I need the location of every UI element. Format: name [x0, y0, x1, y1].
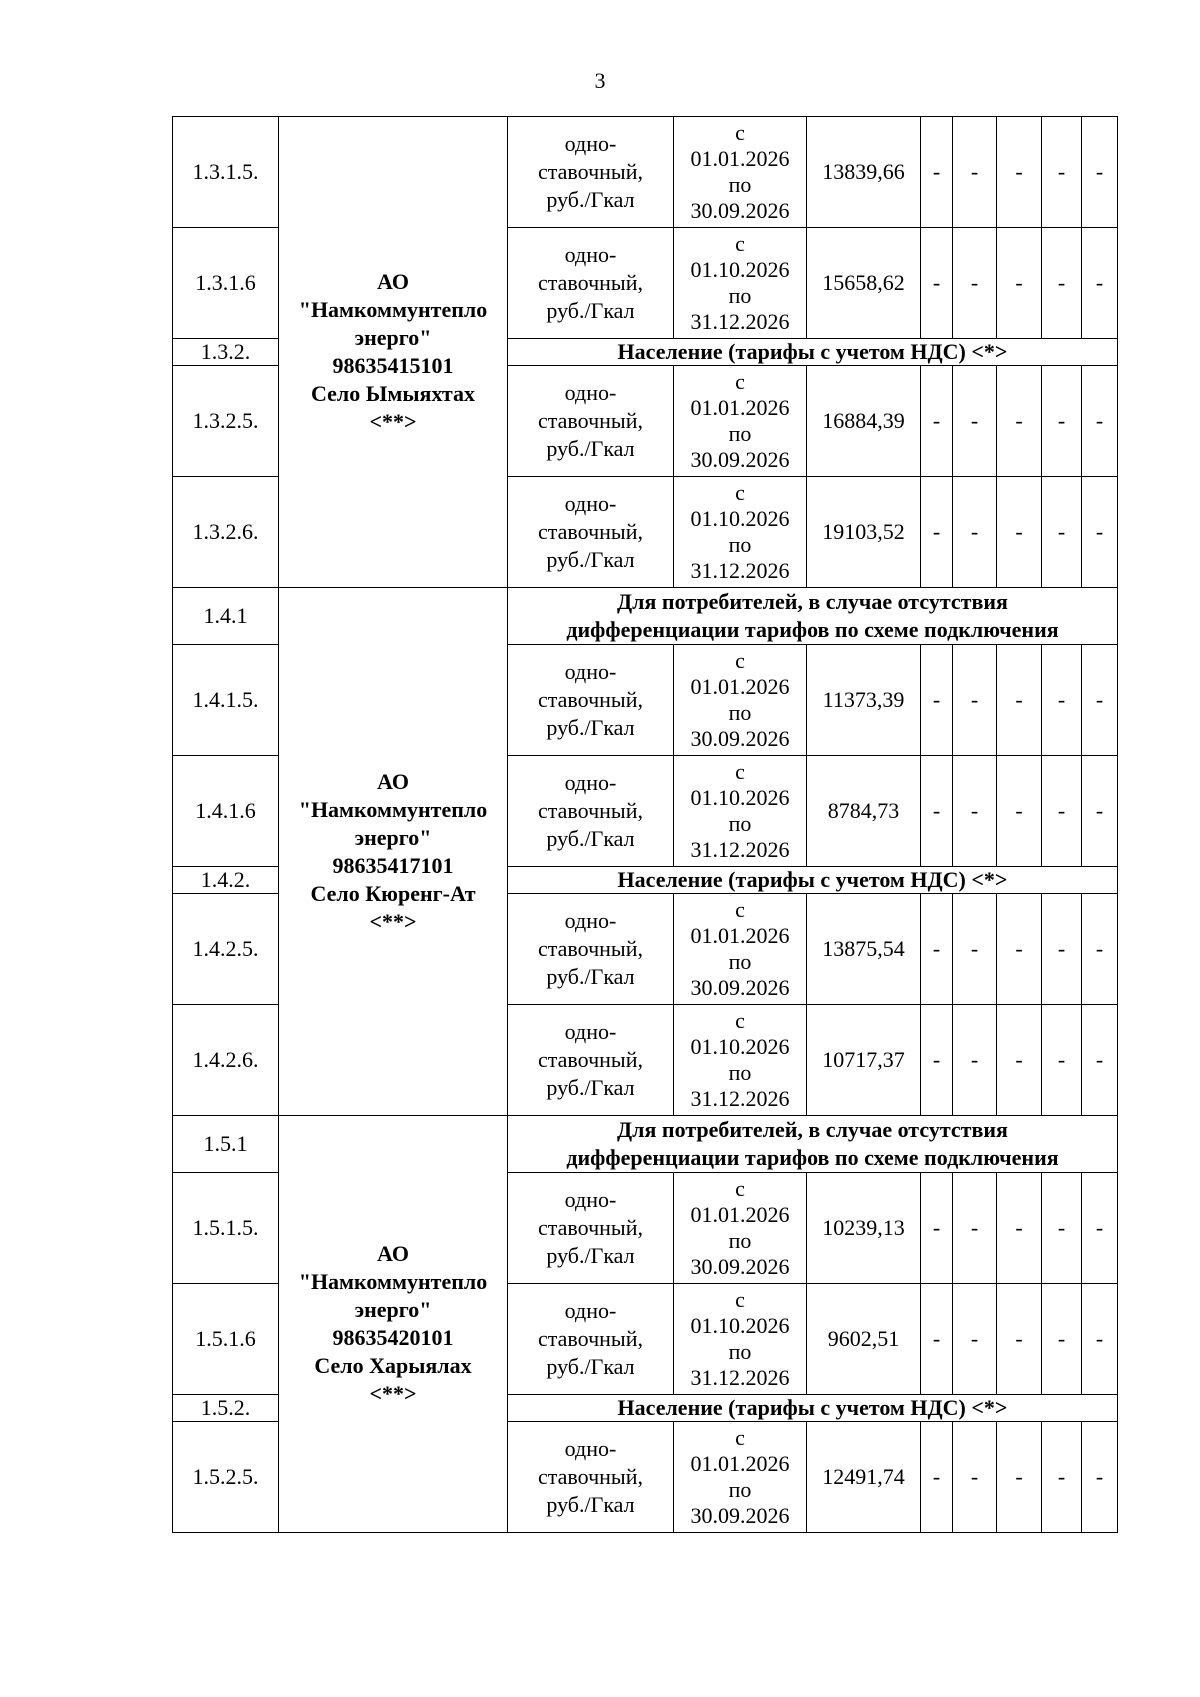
row-number: 1.5.1.5.: [173, 1173, 279, 1284]
empty-value: -: [997, 117, 1042, 228]
row-number: 1.5.2.: [173, 1395, 279, 1422]
tariff-value: 13875,54: [807, 894, 921, 1005]
empty-value: -: [997, 228, 1042, 339]
row-number: 1.4.2.6.: [173, 1005, 279, 1116]
row-number: 1.5.1: [173, 1116, 279, 1173]
org-note: <**>: [369, 409, 417, 434]
organization-cell: [279, 117, 508, 588]
empty-value: -: [1042, 1284, 1082, 1395]
unit-cell: одно- ставочный, руб./Гкал: [508, 1005, 674, 1116]
empty-value: -: [921, 1422, 953, 1533]
org-type: АО: [377, 269, 409, 294]
empty-value: -: [953, 366, 997, 477]
period-cell: с 01.01.2026 по 30.09.2026: [674, 117, 807, 228]
page-number: 3: [594, 68, 606, 93]
empty-value: -: [921, 894, 953, 1005]
empty-value: -: [921, 645, 953, 756]
org-type: АО: [377, 1241, 409, 1266]
org-code: 98635420101: [332, 1325, 454, 1350]
section-header: Для потребителей, в случае отсутствия дифференциации тарифов по схеме подключения: [508, 1116, 1118, 1173]
empty-value: -: [1042, 117, 1082, 228]
period-cell: с 01.10.2026 по 31.12.2026: [674, 228, 807, 339]
unit-cell: одно- ставочный, руб./Гкал: [508, 756, 674, 867]
org-name-part1: "Намкоммунтепло: [298, 1269, 488, 1294]
row-number: 1.3.1.6: [173, 228, 279, 339]
empty-value: -: [997, 756, 1042, 867]
period-cell: с 01.10.2026 по 31.12.2026: [674, 756, 807, 867]
org-type: АО: [377, 768, 409, 794]
period-cell: с 01.10.2026 по 31.12.2026: [674, 477, 807, 588]
empty-value: -: [1082, 117, 1118, 228]
empty-value: -: [1082, 1173, 1118, 1284]
empty-value: -: [1082, 645, 1118, 756]
empty-value: -: [921, 117, 953, 228]
unit-cell: одно- ставочный, руб./Гкал: [508, 894, 674, 1005]
period-cell: с 01.10.2026 по 31.12.2026: [674, 1284, 807, 1395]
period-cell: с 01.01.2026 по 30.09.2026: [674, 894, 807, 1005]
table-row: [173, 588, 1118, 645]
empty-value: -: [997, 366, 1042, 477]
period-cell: с 01.01.2026 по 30.09.2026: [674, 1422, 807, 1533]
tariff-value: 15658,62: [807, 228, 921, 339]
row-number: 1.4.1: [173, 588, 279, 645]
empty-value: -: [1082, 1284, 1118, 1395]
empty-value: -: [1042, 756, 1082, 867]
row-number: 1.5.2.5.: [173, 1422, 279, 1533]
empty-value: -: [1042, 645, 1082, 756]
org-code: 98635415101: [332, 353, 454, 378]
period-cell: с 01.10.2026 по 31.12.2026: [674, 1005, 807, 1116]
org-name-part1: "Намкоммунтепло: [298, 796, 488, 822]
unit-cell: одно- ставочный, руб./Гкал: [508, 228, 674, 339]
empty-value: -: [1042, 894, 1082, 1005]
table-row: [173, 117, 1118, 228]
row-number: 1.3.2.6.: [173, 477, 279, 588]
empty-value: -: [1082, 894, 1118, 1005]
empty-value: -: [921, 366, 953, 477]
tariff-value: 19103,52: [807, 477, 921, 588]
org-name-part2: энерго": [354, 824, 432, 850]
section-header: Население (тарифы с учетом НДС) <*>: [508, 867, 1118, 894]
empty-value: -: [953, 645, 997, 756]
empty-value: -: [953, 117, 997, 228]
tariff-value: 10239,13: [807, 1173, 921, 1284]
empty-value: -: [1042, 1173, 1082, 1284]
org-code: 98635417101: [332, 852, 454, 878]
tariff-value: 10717,37: [807, 1005, 921, 1116]
empty-value: -: [921, 477, 953, 588]
empty-value: -: [921, 1005, 953, 1116]
organization-cell: [279, 588, 508, 1116]
empty-value: -: [1082, 477, 1118, 588]
row-number: 1.4.2.: [173, 867, 279, 894]
row-number: 1.5.1.6: [173, 1284, 279, 1395]
empty-value: -: [997, 1005, 1042, 1116]
empty-value: -: [953, 1173, 997, 1284]
empty-value: -: [1082, 1422, 1118, 1533]
tariff-value: 16884,39: [807, 366, 921, 477]
tariff-table: [172, 116, 1118, 1533]
empty-value: -: [1082, 228, 1118, 339]
tariff-value: 13839,66: [807, 117, 921, 228]
organization-cell: [279, 1116, 508, 1533]
org-note: <**>: [369, 908, 417, 934]
row-number: 1.3.2.5.: [173, 366, 279, 477]
empty-value: -: [1042, 1005, 1082, 1116]
unit-cell: одно- ставочный, руб./Гкал: [508, 117, 674, 228]
empty-value: -: [997, 1284, 1042, 1395]
empty-value: -: [953, 1284, 997, 1395]
unit-cell: одно- ставочный, руб./Гкал: [508, 1173, 674, 1284]
empty-value: -: [997, 1422, 1042, 1533]
empty-value: -: [1042, 1422, 1082, 1533]
section-header: Население (тарифы с учетом НДС) <*>: [508, 1395, 1118, 1422]
empty-value: -: [921, 1284, 953, 1395]
empty-value: -: [997, 645, 1042, 756]
org-place: Село Ымыяхтах: [311, 381, 475, 406]
empty-value: -: [953, 894, 997, 1005]
empty-value: -: [1042, 477, 1082, 588]
empty-value: -: [953, 756, 997, 867]
row-number: 1.4.1.5.: [173, 645, 279, 756]
org-name-part2: энерго": [354, 1297, 432, 1322]
org-name-part2: энерго": [354, 325, 432, 350]
empty-value: -: [953, 228, 997, 339]
tariff-value: 12491,74: [807, 1422, 921, 1533]
org-place: Село Кюренг-Ат: [310, 880, 476, 906]
empty-value: -: [921, 1173, 953, 1284]
period-cell: с 01.01.2026 по 30.09.2026: [674, 366, 807, 477]
unit-cell: одно- ставочный, руб./Гкал: [508, 1422, 674, 1533]
org-note: <**>: [369, 1381, 417, 1406]
empty-value: -: [1082, 366, 1118, 477]
empty-value: -: [1042, 228, 1082, 339]
row-number: 1.4.2.5.: [173, 894, 279, 1005]
org-name-part1: "Намкоммунтепло: [298, 297, 488, 322]
empty-value: -: [997, 1173, 1042, 1284]
section-header: Население (тарифы с учетом НДС) <*>: [508, 339, 1118, 366]
empty-value: -: [1082, 1005, 1118, 1116]
tariff-value: 8784,73: [807, 756, 921, 867]
empty-value: -: [953, 1422, 997, 1533]
row-number: 1.3.1.5.: [173, 117, 279, 228]
empty-value: -: [921, 756, 953, 867]
unit-cell: одно- ставочный, руб./Гкал: [508, 645, 674, 756]
section-header: Для потребителей, в случае отсутствия дифференциации тарифов по схеме подключения: [508, 588, 1118, 645]
empty-value: -: [997, 477, 1042, 588]
table-row: [173, 1116, 1118, 1173]
empty-value: -: [921, 228, 953, 339]
empty-value: -: [953, 1005, 997, 1116]
unit-cell: одно- ставочный, руб./Гкал: [508, 366, 674, 477]
empty-value: -: [1082, 756, 1118, 867]
org-place: Село Харыялах: [314, 1353, 472, 1378]
tariff-value: 11373,39: [807, 645, 921, 756]
row-number: 1.3.2.: [173, 339, 279, 366]
empty-value: -: [953, 477, 997, 588]
tariff-value: 9602,51: [807, 1284, 921, 1395]
period-cell: с 01.01.2026 по 30.09.2026: [674, 1173, 807, 1284]
unit-cell: одно- ставочный, руб./Гкал: [508, 1284, 674, 1395]
unit-cell: одно- ставочный, руб./Гкал: [508, 477, 674, 588]
empty-value: -: [997, 894, 1042, 1005]
period-cell: с 01.01.2026 по 30.09.2026: [674, 645, 807, 756]
row-number: 1.4.1.6: [173, 756, 279, 867]
empty-value: -: [1042, 366, 1082, 477]
